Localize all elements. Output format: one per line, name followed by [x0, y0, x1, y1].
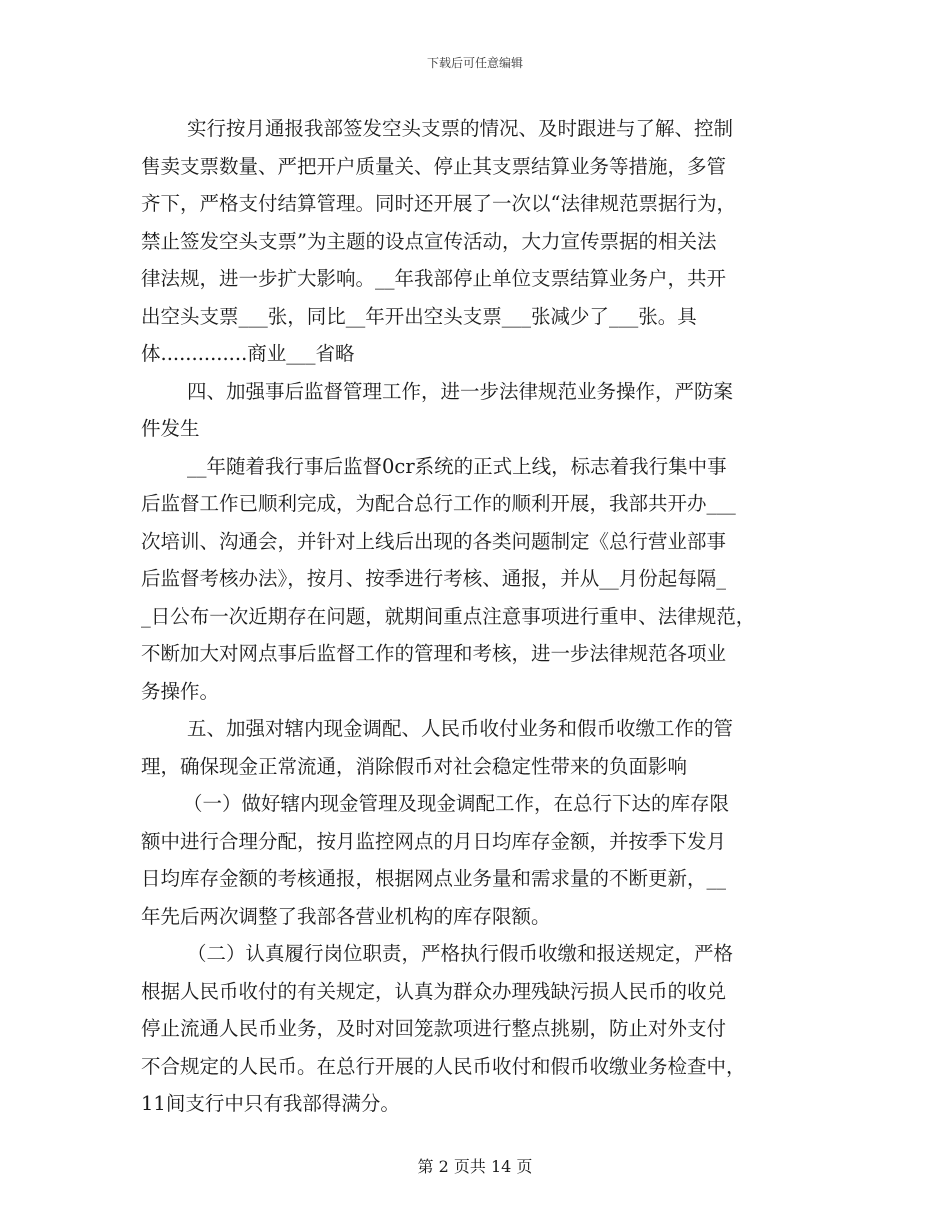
text-line: 停止流通人民币业务，及时对回笼款项进行整点挑剔，防止对外支付 [141, 1017, 727, 1040]
text-line: 11间支行中只有我部得满分。 [141, 1092, 400, 1115]
text-line: 禁止签发空头支票”为主题的设点宣传活动，大力宣传票据的相关法 [141, 229, 717, 253]
section-heading-5: 五、加强对辖内现金调配、人民币收付业务和假币收缴工作的管 [187, 717, 734, 740]
text-line: 年先后两次调整了我部各营业机构的库存限额。 [141, 904, 551, 928]
text-line: 体..............商业___省略 [141, 342, 355, 365]
text-line: 不合规定的人民币。在总行开展的人民币收付和假币收缴业务检查中， [141, 1054, 746, 1078]
text-line: _日公布一次近期存在问题，就期间重点注意事项进行重申、法律规范， [141, 604, 756, 628]
text-line: 售卖支票数量、严把开户质量关、停止其支票结算业务等措施，多管 [141, 154, 727, 178]
text-line: 务操作。 [141, 679, 220, 703]
page-header-note: 下载后可任意编辑 [426, 56, 523, 70]
text-line: __年随着我行事后监督0cr系统的正式上线，标志着我行集中事 [187, 454, 727, 478]
text-line: 日均库存金额的考核通报，根据网点业务量和需求量的不断更新，__ [141, 867, 727, 890]
text-line: 根据人民币收付的有关规定，认真为群众办理残缺污损人民币的收兑 [141, 979, 727, 1003]
text-line: 律法规，进一步扩大影响。__年我部停止单位支票结算业务户，共开 [141, 267, 727, 290]
text-line: （一）做好辖内现金管理及现金调配工作，在总行下达的库存限 [183, 792, 730, 815]
text-line: 后监督工作已顺利完成，为配合总行工作的顺利开展，我部共开办___ [141, 492, 736, 515]
text-line: 不断加大对网点事后监督工作的管理和考核，进一步法律规范各项业 [141, 642, 727, 665]
section-heading-4: 四、加强事后监督管理工作，进一步法律规范业务操作，严防案 [187, 379, 734, 403]
text-line: 次培训、沟通会，并针对上线后出现的各类问题制定《总行营业部事 [141, 529, 727, 553]
text-line: 齐下，严格支付结算管理。同时还开展了一次以“法律规范票据行为， [141, 192, 736, 215]
section-heading-5-cont: 理，确保现金正常流通，消除假币对社会稳定性带来的负面影响 [141, 754, 688, 778]
text-line: 后监督考核办法》，按月、按季进行考核、通报，并从__月份起每隔_ [141, 567, 727, 590]
text-line: （二）认真履行岗位职责，严格执行假币收缴和报送规定，严格 [187, 942, 734, 965]
text-line: 额中进行合理分配，按月监控网点的月日均库存金额，并按季下发月 [141, 829, 727, 853]
document-body [141, 110, 813, 1123]
section-heading-4-cont: 件发生 [141, 417, 200, 440]
text-line: 出空头支票___张，同比__年开出空头支票___张减少了___张。具 [141, 304, 697, 328]
text-line: 实行按月通报我部签发空头支票的情况、及时跟进与了解、控制 [187, 117, 734, 140]
page-number: 第 2 页共 14 页 [417, 1157, 533, 1176]
